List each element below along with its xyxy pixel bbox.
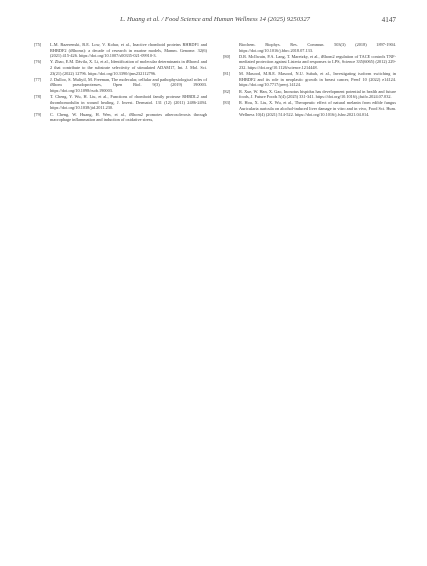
reference-number: [82] [223, 88, 231, 94]
running-header [34, 14, 396, 26]
reference-text: Y. Zhao, E.M. Dávila, X. Li, et al., Identification of molecular determinants in iRhom1 and 2 that contribute to the substrate selectivity of stimulated ADAM17, Int. J. Mol. Sci. 23(21) (2022) 12796. https://doi.org/10.3390/ijms232112796. [50, 59, 207, 76]
reference-entry [223, 54, 396, 71]
reference-entry-continued [223, 42, 396, 53]
reference-entry [223, 89, 396, 100]
reference-text: D.R. McIlwain, P.A. Lang, T. Maretzky, et al., iRhom2 regulation of TACE controls TNF-mediated protection against Listeria and responses to LPS, Science 335(6065) (2012) 229-232. https://doi.org/10.1126/science.1214448. [239, 53, 396, 70]
reference-number: [80] [223, 53, 231, 59]
reference-entry [34, 112, 207, 123]
page-number: 4147 [381, 16, 396, 24]
reference-text: C. Cheng, W. Huang, H. Wen, et al., iRhom2 promotes atherosclerosis through macrophage inflammation and induction of oxidative stress, [50, 111, 207, 123]
reference-text: R. Xue, W. Han, X. Gao, Inonotus hispidus has development potential in health and future foods, J. Future Foods 5(4) (2025) 331-341. https://doi.org/10.1016/j.jfutfo.2024.07.032. [239, 88, 396, 100]
reference-entry [34, 59, 207, 76]
reference-column-left [34, 42, 207, 123]
reference-number: [75] [34, 42, 42, 47]
reference-column-right [223, 42, 396, 118]
reference-number: [81] [223, 71, 231, 77]
reference-number: [83] [223, 100, 231, 106]
reference-number: [76] [34, 59, 42, 65]
reference-entry [223, 71, 396, 88]
reference-text: M. Masood, M.B.E. Masood, N.U. Subah, et al., Investigating isoform switching in RHBDF2 and its role in neoplastic growth in breast cancer, PeerJ 10 (2022) e14124. https://doi.org/10.7717/peerj.14124. [239, 71, 396, 88]
journal-citation: L. Huang et al. / Food Science and Human Wellness 14 (2025) 9250327 [120, 16, 310, 23]
reference-number: [77] [34, 76, 42, 82]
reference-number: [78] [34, 94, 42, 100]
reference-text: Biochem. Biophys. Res. Commun. 503(3) (2018) 1897-1904. https://doi.org/10.1016/j.bbrc.2018.07.133. [239, 42, 396, 53]
reference-text: L.M. Bazerenski, B.E. Low, V. Kohar, et al., Inactive rhomboid proteins RHBDF1 and RHBDF2 (iRhoms): a decade of research in murine models, Mamm. Genome. 32(6) (2021) 415-426. https://doi.org/10.1007/s00335-021-09910-3. [50, 42, 207, 59]
reference-text: R. Hou, X. Liu, X. Wu, et al., Therapeutic effect of natural melanin from edible fungus Auricularia auricula on alcohol-induced liver damage in vitro and in vivo, Food Sci. Hum. Wellness 10(4) (2021) 514-522. https://doi.org/10.1016/j.fshw.2021.04.014. [239, 100, 396, 117]
reference-entry [34, 42, 207, 59]
reference-entry [223, 100, 396, 117]
reference-entry [34, 94, 207, 111]
reference-entry [34, 77, 207, 94]
reference-text: J. Dulloo, S. Muliyil, M. Freeman, The molecular, cellular and pathophysiological roles of iRhom pseudoproteases, Open Biol. 9(3) (2019) 190003. https://doi.org/10.1098/rsob.190003. [50, 76, 207, 93]
reference-number: [79] [34, 111, 42, 117]
reference-text: T. Cheng, Y. Wu, H. Liu, et al., Functions of rhomboid family protease RHBDL2 and thrombomodulin in wound healing, J. Invest. Dermatol. 131 (12) (2011) 2486-2494. https://doi.org/10.1038/jid.2011.230. [50, 94, 207, 111]
